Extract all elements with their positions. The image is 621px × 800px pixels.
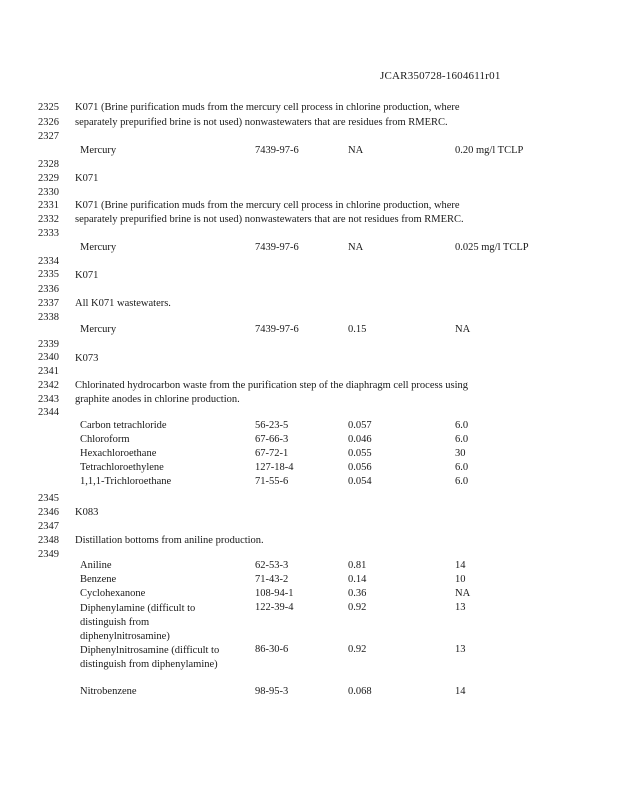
constituent-name: Tetrachloroethylene (80, 462, 164, 473)
nonwastewater-standard: 13 (455, 644, 466, 655)
line-number: 2332 (38, 214, 59, 225)
line-number: 2328 (38, 159, 59, 170)
line-number: 2349 (38, 549, 59, 560)
constituent-name: Mercury (80, 242, 117, 253)
line-number: 2327 (38, 131, 59, 142)
wastewater-standard: 0.055 (348, 448, 372, 459)
paragraph-line: graphite anodes in chlorine production. (75, 394, 240, 405)
constituent-name: Cyclohexanone (80, 588, 146, 599)
constituent-name: Diphenylnitrosamine (difficult to distinguish from diphenylamine) (80, 645, 220, 670)
constituent-name: Aniline (80, 560, 112, 571)
waste-code-heading: K071 (75, 270, 99, 281)
document-id: JCAR350728-1604611r01 (380, 70, 501, 82)
wastewater-standard: 0.057 (348, 420, 372, 431)
line-number: 2345 (38, 493, 59, 504)
wastewater-standard: 0.81 (348, 560, 367, 571)
constituent-name: Benzene (80, 574, 117, 585)
line-number: 2338 (38, 312, 59, 323)
wastewater-standard: 0.054 (348, 476, 372, 487)
cas-number: 71-43-2 (255, 574, 289, 585)
nonwastewater-standard: 14 (455, 686, 466, 697)
line-number: 2344 (38, 407, 59, 418)
line-number: 2339 (38, 339, 59, 350)
line-number: 2341 (38, 366, 59, 377)
waste-code-heading: K073 (75, 353, 99, 364)
wastewater-standard: 0.36 (348, 588, 367, 599)
cas-number: 7439-97-6 (255, 145, 299, 156)
cas-number: 108-94-1 (255, 588, 294, 599)
cas-number: 127-18-4 (255, 462, 294, 473)
line-number: 2346 (38, 507, 59, 518)
line-number: 2336 (38, 284, 59, 295)
line-number: 2331 (38, 200, 59, 211)
line-number: 2334 (38, 256, 59, 267)
paragraph-line: Chlorinated hydrocarbon waste from the purification step of the diaphragm cell process using (75, 380, 469, 391)
constituent-name: Carbon tetrachloride (80, 420, 167, 431)
constituent-name: Hexachloroethane (80, 448, 157, 459)
waste-code-heading: K071 (75, 173, 99, 184)
nonwastewater-standard: 0.20 mg/l TCLP (455, 145, 524, 156)
nonwastewater-standard: 6.0 (455, 434, 469, 445)
constituent-name: Mercury (80, 145, 117, 156)
nonwastewater-standard: 30 (455, 448, 466, 459)
constituent-name: Diphenylamine (difficult to distinguish from diphenylnitrosamine) (80, 603, 196, 642)
paragraph-line: separately prepurified brine is not used) nonwastewaters that are not residues from RMERC. (75, 214, 464, 225)
cas-number: 122-39-4 (255, 602, 294, 613)
line-number: 2329 (38, 173, 59, 184)
wastewater-standard: 0.15 (348, 324, 367, 335)
cas-number: 71-55-6 (255, 476, 289, 487)
line-number: 2326 (38, 117, 59, 128)
cas-number: 98-95-3 (255, 686, 289, 697)
constituent-name: Mercury (80, 324, 117, 335)
nonwastewater-standard: 13 (455, 602, 466, 613)
nonwastewater-standard: NA (455, 588, 471, 599)
cas-number: 62-53-3 (255, 560, 289, 571)
line-number: 2347 (38, 521, 59, 532)
wastewater-standard: 0.14 (348, 574, 367, 585)
nonwastewater-standard: 6.0 (455, 462, 469, 473)
wastewater-standard: 0.046 (348, 434, 372, 445)
paragraph-line: All K071 wastewaters. (75, 298, 171, 309)
nonwastewater-standard: NA (455, 324, 471, 335)
cas-number: 7439-97-6 (255, 324, 299, 335)
paragraph-line: K071 (Brine purification muds from the mercury cell process in chlorine production, where (75, 200, 460, 211)
cas-number: 67-66-3 (255, 434, 289, 445)
waste-code-heading: K083 (75, 507, 99, 518)
line-number: 2340 (38, 352, 59, 363)
paragraph-line: K071 (Brine purification muds from the mercury cell process in chlorine production, where (75, 102, 460, 113)
nonwastewater-standard: 14 (455, 560, 466, 571)
cas-number: 56-23-5 (255, 420, 289, 431)
constituent-name: 1,1,1-Trichloroethane (80, 476, 172, 487)
line-number: 2335 (38, 269, 59, 280)
cas-number: 7439-97-6 (255, 242, 299, 253)
line-number: 2337 (38, 298, 59, 309)
line-number: 2342 (38, 380, 59, 391)
nonwastewater-standard: 0.025 mg/l TCLP (455, 242, 529, 253)
wastewater-standard: 0.068 (348, 686, 372, 697)
constituent-name: Nitrobenzene (80, 686, 137, 697)
line-number: 2343 (38, 394, 59, 405)
wastewater-standard: NA (348, 145, 364, 156)
wastewater-standard: 0.92 (348, 602, 367, 613)
paragraph-line: Distillation bottoms from aniline production. (75, 535, 264, 546)
cas-number: 86-30-6 (255, 644, 289, 655)
line-number: 2333 (38, 228, 59, 239)
line-number: 2348 (38, 535, 59, 546)
nonwastewater-standard: 10 (455, 574, 466, 585)
nonwastewater-standard: 6.0 (455, 476, 469, 487)
wastewater-standard: NA (348, 242, 364, 253)
line-number: 2330 (38, 187, 59, 198)
line-number: 2325 (38, 102, 59, 113)
paragraph-line: separately prepurified brine is not used) nonwastewaters that are residues from RMERC. (75, 117, 448, 128)
constituent-name: Chloroform (80, 434, 130, 445)
cas-number: 67-72-1 (255, 448, 289, 459)
nonwastewater-standard: 6.0 (455, 420, 469, 431)
wastewater-standard: 0.92 (348, 644, 367, 655)
wastewater-standard: 0.056 (348, 462, 372, 473)
